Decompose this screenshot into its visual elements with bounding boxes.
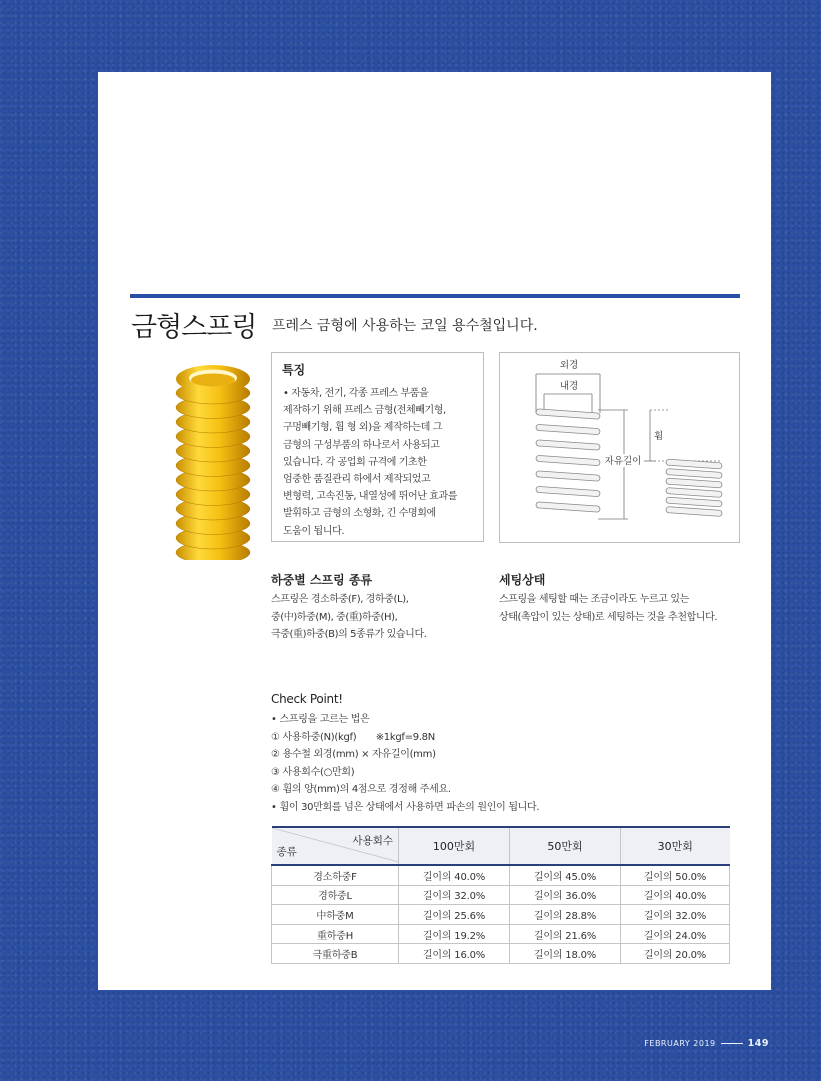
table-cell: 길이의 20.0%: [621, 944, 730, 964]
diagram-coil: [536, 486, 600, 496]
inner-diameter-label: 내경: [559, 381, 579, 392]
load-types-line: 중(中)하중(M), 중(重)하중(H),: [271, 611, 398, 623]
page-number: 149: [747, 1038, 769, 1049]
check-point-item: ② 용수철 외경(mm) × 자유길이(mm): [271, 749, 436, 761]
setting-body: [499, 591, 717, 626]
features-line: 금형의 구성부품의 하나로서 사용되고: [283, 439, 440, 451]
table-row: [272, 885, 730, 905]
check-point-item: • 스프링을 고르는 법은: [271, 714, 370, 725]
table-cell: 길이의 32.0%: [399, 885, 510, 905]
diagram-coil: [536, 440, 600, 450]
table-cell: 길이의 16.0%: [399, 944, 510, 964]
diagram-coil: [536, 455, 600, 465]
diagram-coil: [666, 469, 722, 479]
table-cell: 길이의 36.0%: [510, 885, 621, 905]
table-column-header: 100만회: [399, 827, 510, 865]
features-line: 도움이 됩니다.: [283, 525, 345, 537]
diagram-coil: [536, 409, 600, 419]
load-types-line: 극중(重)하중(B)의 5종류가 있습니다.: [271, 629, 427, 640]
setting-title: 세팅상태: [499, 573, 546, 587]
section-top-rule: [130, 294, 740, 298]
diagram-coil: [536, 424, 600, 434]
features-line: 변형력, 고속진동, 내열성에 뛰어난 효과를: [283, 491, 458, 503]
table-cell: 길이의 28.8%: [510, 905, 621, 925]
features-line: 있습니다. 각 공업회 규격에 기초한: [283, 456, 427, 468]
table-cell: 길이의 18.0%: [510, 944, 621, 964]
features-line: • 자동차, 전기, 각종 프레스 부품을: [283, 388, 429, 399]
table-row-type: 경하중L: [272, 885, 399, 905]
outer-diameter-label: 외경: [559, 360, 579, 371]
table-row-type: 경소하중F: [272, 865, 399, 885]
table-cell: 길이의 24.0%: [621, 924, 730, 944]
table-corner-header: [272, 827, 399, 865]
table-cell: 길이의 50.0%: [621, 865, 730, 885]
corner-type-label: 종류: [276, 846, 297, 858]
table-header-row: [272, 827, 730, 865]
load-types-line: 스프링은 경소하중(F), 경하중(L),: [271, 594, 409, 605]
features-title: 특징: [282, 363, 306, 377]
table-cell: 길이의 40.0%: [621, 885, 730, 905]
setting-line: 스프링을 세팅할 때는 조금이라도 누르고 있는: [499, 594, 689, 605]
check-point-item: • 휨이 30만회를 넘은 상태에서 사용하면 파손의 원인이 됩니다.: [271, 801, 540, 813]
table-cell: 길이의 40.0%: [399, 865, 510, 885]
table-cell: 길이의 19.2%: [399, 924, 510, 944]
diagram-coil: [666, 497, 722, 507]
check-point-title: Check Point!: [271, 692, 343, 706]
diagram-coil: [666, 459, 722, 469]
features-line: 발휘하고 금형의 소형화, 긴 수명회에: [283, 508, 436, 520]
table-column-header: 50만회: [510, 827, 621, 865]
table-row: [272, 944, 730, 964]
load-types-body: [271, 591, 426, 644]
table-row-type: 重하중H: [272, 924, 399, 944]
features-line: 제작하기 위해 프레스 금형(전체빼기형,: [283, 405, 446, 417]
table-row: [272, 924, 730, 944]
free-length-label: 자유길이: [604, 456, 642, 467]
table-row-type: 극重하중B: [272, 944, 399, 964]
table-cell: 길이의 21.6%: [510, 924, 621, 944]
load-types-title: 하중별 스프링 종류: [271, 573, 373, 587]
table-row: [272, 905, 730, 925]
page-footer: [644, 1038, 769, 1049]
footer-divider: [721, 1043, 743, 1044]
features-box: [271, 352, 484, 542]
spring-product-image: [168, 355, 258, 560]
page-title: 금형스프링: [131, 312, 257, 343]
check-point-item: ① 사용하중(N)(kgf) ※1kgf=9.8N: [271, 731, 435, 743]
spring-diagram-svg: [500, 353, 739, 542]
setting-line: 상태(촉압이 있는 상태)로 세팅하는 것을 추천합니다.: [499, 611, 718, 623]
features-line: 엄중한 품질관리 하에서 제작되었고: [283, 474, 431, 486]
table-column-header: 30만회: [621, 827, 730, 865]
diagram-coil: [536, 471, 600, 481]
diagram-coil: [666, 478, 722, 488]
check-point-list: [271, 711, 539, 817]
diagram-coil: [536, 502, 600, 512]
usage-count-table: [271, 826, 730, 964]
table-row-type: 中하중M: [272, 905, 399, 925]
table-cell: 길이의 25.6%: [399, 905, 510, 925]
check-point-item: ③ 사용회수(○만회): [271, 766, 355, 778]
spring-dimension-diagram: [499, 352, 740, 543]
page-subtitle: 프레스 금형에 사용하는 코일 용수철입니다.: [272, 318, 538, 334]
features-line: 구멍빼기형, 휨 형 외)을 제작하는데 그: [283, 422, 443, 434]
diagram-coil: [666, 488, 722, 498]
deflection-label: 휨: [654, 431, 664, 442]
table-cell: 길이의 45.0%: [510, 865, 621, 885]
corner-usage-label: 사용회수: [352, 835, 393, 847]
diagram-coil: [666, 507, 722, 517]
table-row: [272, 865, 730, 885]
table-cell: 길이의 32.0%: [621, 905, 730, 925]
check-point-item: ④ 휨의 양(mm)의 4점으로 경정해 주세요.: [271, 784, 451, 796]
footer-issue: FEBRUARY 2019: [644, 1039, 716, 1048]
